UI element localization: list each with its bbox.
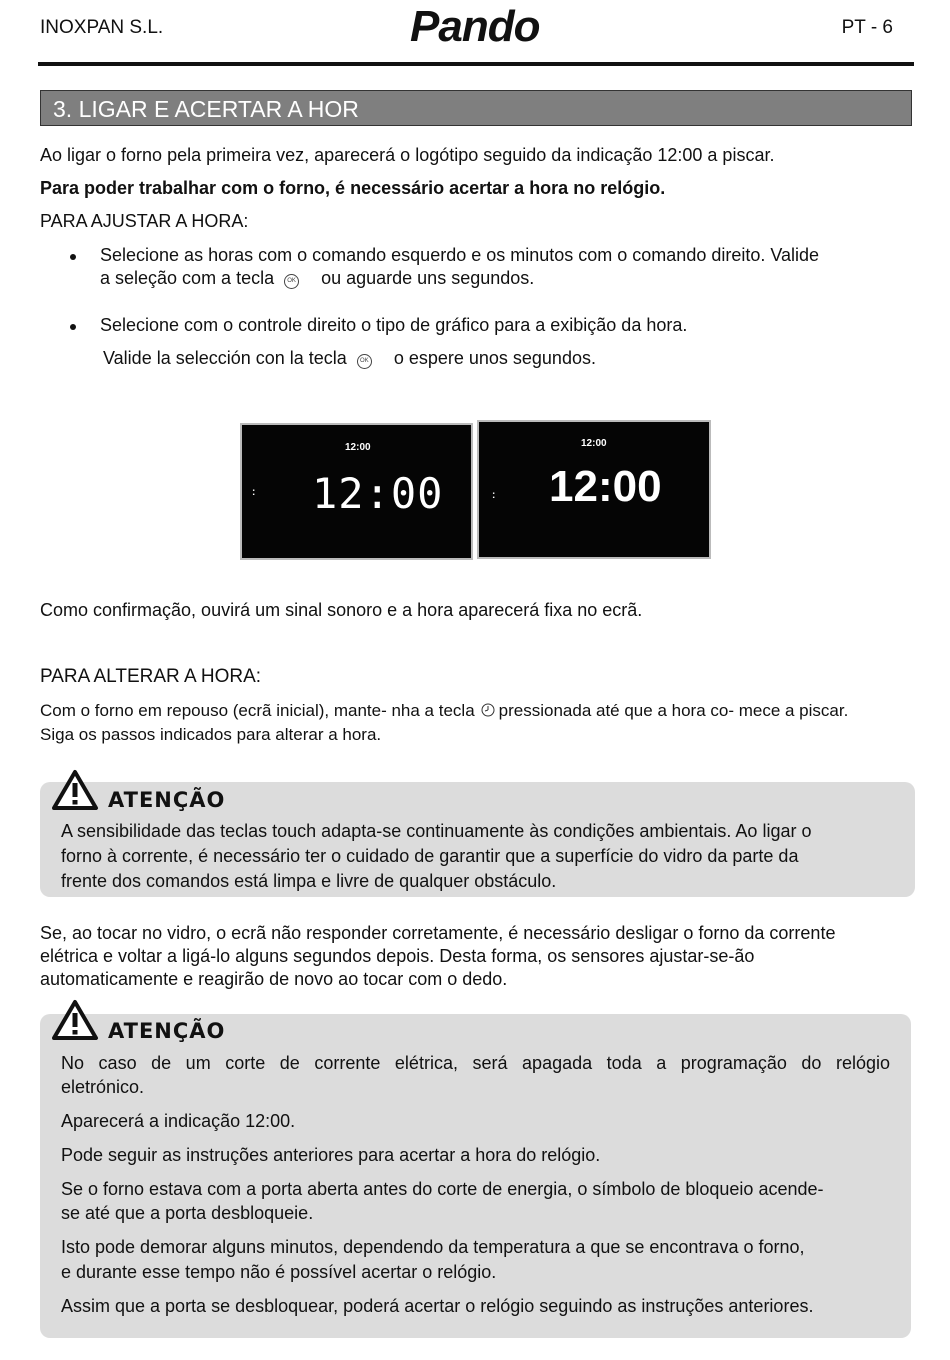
header-rule [38,62,914,66]
display-indicator: : [252,487,256,498]
warning-line: Assim que a porta se desbloquear, poderá acertar o relógio seguindo as instruções anteriores. [61,1296,814,1316]
bullet2-line1: Selecione com o controle direito o tipo de gráfico para a exibição da hora. [100,315,688,335]
display-big-time: 12:00 [312,469,444,518]
bullet-dot [70,254,76,260]
warning-line: e durante esse tempo não é possível acertar o relógio. [61,1262,497,1282]
warning-line: frente dos comandos está limpa e livre de qualquer obstáculo. [61,871,557,891]
intro-line: Ao ligar o forno pela primeira vez, aparecerá o logótipo seguido da indicação 12:00 a piscar. [40,145,775,165]
touch-note-line: Se, ao tocar no vidro, o ecrã não responder corretamente, é necessário desligar o forno da corrente [40,923,836,943]
display-segment-style [240,423,473,560]
bullet1-text-a: a seleção com a tecla [100,268,275,288]
intro-bold-line: Para poder trabalhar com o forno, é necessário acertar a hora no relógio. [40,178,666,198]
warning-line: A sensibilidade das teclas touch adapta-se continuamente às condições ambientais. Ao ligar o [61,821,812,841]
warning-line: Aparecerá a indicação 12:00. [61,1111,296,1131]
touch-note-line: elétrica e voltar a ligá-lo alguns segundos depois. Desta forma, os sensores ajustar-se-ão [40,946,755,966]
bullet2-line2 [103,347,596,370]
bullet2-text-a: Valide la selección con la tecla [103,348,347,368]
confirmation-text: Como confirmação, ouvirá um sinal sonoro e a hora aparecerá fixa no ecrã. [40,600,643,620]
warning-line: No caso de um corte de corrente elétrica, será apagada toda a programação do relógio [61,1053,890,1073]
company-name: INOXPAN S.L. [40,17,164,38]
display-indicator: : [492,490,496,501]
warning-line: Isto pode demorar alguns minutos, dependendo da temperatura a que se encontrava o forno, [61,1237,805,1257]
warning-title: ATENÇÃO [108,788,226,812]
display-small-time: 12:00 [345,442,371,453]
warning-line: eletrónico. [61,1077,145,1097]
warning-triangle-icon [51,769,99,811]
bullet1-line2 [100,267,534,290]
warning-triangle-icon [51,999,99,1041]
ok-key-icon: OK [357,354,372,369]
page-code: PT - 6 [841,17,893,38]
display-bold-style [477,420,711,559]
bullet1-line1: Selecione as horas com o comando esquerdo e os minutos com o comando direito. Valide [100,245,820,265]
bullet1-text-b: ou aguarde uns segundos. [321,268,535,288]
warning-line: forno à corrente, é necessário ter o cuidado de garantir que a superfície do vidro da parte da [61,846,799,866]
ok-key-icon: OK [284,274,299,289]
warning-line: se até que a porta desbloqueie. [61,1203,314,1223]
section-title: 3. LIGAR E ACERTAR A HOR [40,90,912,126]
alter-line2: Siga os passos indicados para alterar a hora. [40,725,382,744]
touch-note-line: automaticamente e reagirão de novo ao tocar com o dedo. [40,969,508,989]
warning-line: Pode seguir as instruções anteriores para acertar a hora do relógio. [61,1145,601,1165]
alter-text-b: pressionada até que a hora co- mece a piscar. [498,701,849,720]
brand-logo: Pando [410,2,540,51]
alter-line1 [40,698,930,723]
alter-text-a: Com o forno em repouso (ecrã inicial), mante- nha a tecla [40,701,475,720]
warning-title: ATENÇÃO [108,1019,226,1043]
alter-heading: PARA ALTERAR A HORA: [40,666,262,687]
clock-key-icon [481,703,495,717]
adjust-heading: PARA AJUSTAR A HORA: [40,211,249,231]
display-big-time: 12:00 [549,462,662,511]
bullet-dot [70,324,76,330]
display-small-time: 12:00 [581,438,607,449]
warning-line: Se o forno estava com a porta aberta antes do corte de energia, o símbolo de bloqueio acende- [61,1179,824,1199]
bullet2-text-b: o espere unos segundos. [393,348,596,368]
